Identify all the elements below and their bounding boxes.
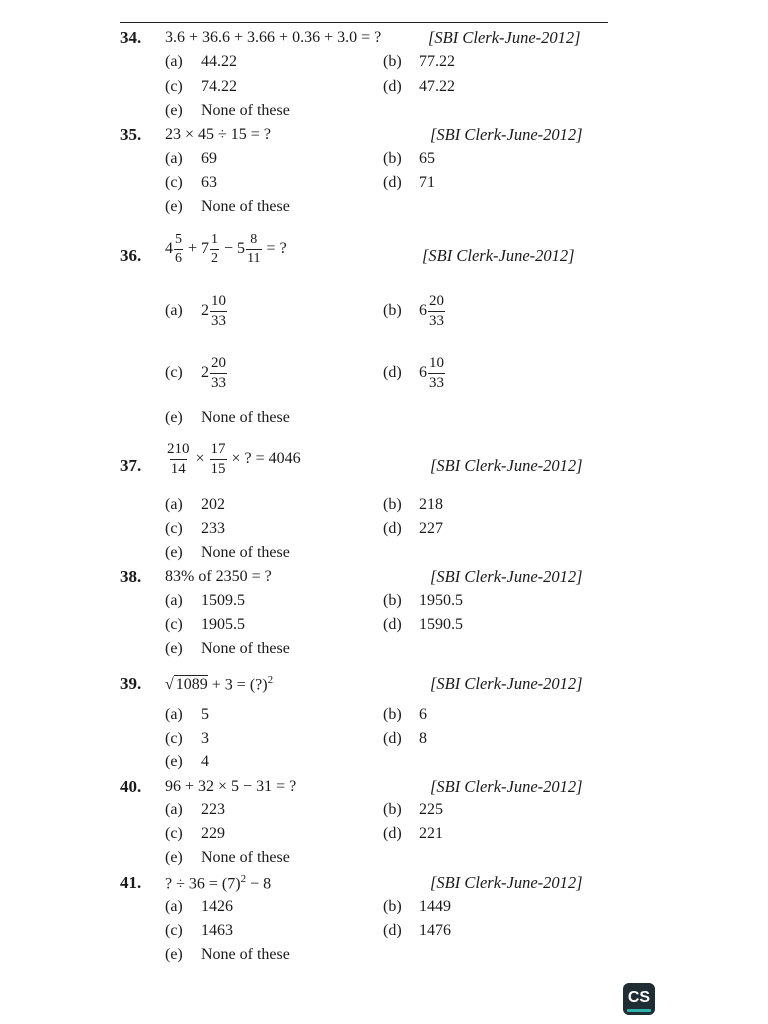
question-expression: ? ÷ $36 = (7)^2 - 8$ [165, 873, 272, 893]
option-c: (c) 229 [165, 825, 225, 842]
option-d: (d) 71 [383, 174, 435, 191]
option-b: (b) 225 [383, 801, 443, 818]
option-e: (e) None of these [165, 544, 290, 561]
option-d: (d) 8 [383, 730, 427, 747]
option-a: (a) 69 [165, 150, 217, 167]
option-d: (d) 1590.5 [383, 616, 463, 633]
option-b: (b) 1950.5 [383, 592, 463, 609]
source-tag: [SBI Clerk-June-2012] [430, 125, 583, 144]
option-d: (d) 221 [383, 825, 443, 842]
source-tag: [SBI Clerk-June-2012] [430, 674, 583, 693]
source-tag: [SBI Clerk-June-2012] [430, 567, 583, 586]
question-number: 41. [120, 873, 142, 892]
source-tag: [SBI Clerk-June-2012] [430, 777, 583, 796]
option-b: (b) 218 [383, 496, 443, 513]
question-number: 38. [120, 567, 142, 586]
top-rule [120, 22, 608, 23]
source-tag: [SBI Clerk-June-2012] [430, 456, 583, 475]
option-c: (c) 74.22 [165, 78, 237, 95]
question-text: 83% of 2350 = ? [165, 568, 272, 585]
option-a: (a) 5 [165, 706, 209, 723]
option-a: (a) 223 [165, 801, 225, 818]
option-b: (b) 6 $\frac{20}{33}$ [383, 293, 444, 329]
source-tag: [SBI Clerk-June-2012] [430, 873, 583, 892]
source-tag: [SBI Clerk-June-2012] [422, 246, 575, 265]
option-c: (c) 233 [165, 520, 225, 537]
option-b: (b) 1449 [383, 898, 451, 915]
option-d: (d) 6 $\frac{10}{33}$ [383, 355, 444, 391]
option-c: (c) 2 $\frac{20}{33}$ [165, 355, 226, 391]
option-e: (e) None of these [165, 409, 290, 426]
question-number: 40. [120, 777, 142, 796]
option-c: (c) 3 [165, 730, 209, 747]
question-number: 37. [120, 456, 142, 475]
option-d: (d) 227 [383, 520, 443, 537]
option-a: (a) 44.22 [165, 53, 237, 70]
question-text: 23 × 45 ÷ 15 = ? [165, 126, 271, 143]
option-c: (c) 63 [165, 174, 217, 191]
question-text: 96 + 32 × 5 − 31 = ? [165, 778, 297, 795]
question-expression: √ 1089 + 3 = (?)$^2$ [165, 674, 274, 694]
option-b: (b) 65 [383, 150, 435, 167]
question-number: 39. [120, 674, 142, 693]
question-expression: 4 $\frac{5}{6}$ + 7 $\frac{1}{2}$ − 5 $\frac{8}{11}$ = ? [165, 232, 287, 266]
option-a: (a) 1509.5 [165, 592, 245, 609]
option-a: (a) 1426 [165, 898, 233, 915]
question-number: 36. [120, 246, 142, 265]
option-d: (d) 47.22 [383, 78, 455, 95]
option-d: (d) 1476 [383, 922, 451, 939]
question-text: 3.6 + 36.6 + 3.66 + 0.36 + 3.0 = ? [165, 29, 382, 46]
source-tag: [SBI Clerk-June-2012] [428, 28, 581, 47]
option-c: (c) 1463 [165, 922, 233, 939]
option-e: (e) None of these [165, 640, 290, 657]
option-b: (b) 77.22 [383, 53, 455, 70]
question-number: 34. [120, 28, 142, 47]
option-e: (e) 4 [165, 753, 209, 770]
option-a: (a) 202 [165, 496, 225, 513]
option-e: (e) None of these [165, 849, 290, 866]
option-e: (e) None of these [165, 946, 290, 963]
option-b: (b) 6 [383, 706, 427, 723]
option-a: (a) 2 $\frac{10}{33}$ [165, 293, 226, 329]
option-e: (e) None of these [165, 198, 290, 215]
camscanner-logo: CS [623, 983, 655, 1015]
question-number: 35. [120, 125, 142, 144]
option-c: (c) 1905.5 [165, 616, 245, 633]
option-e: (e) None of these [165, 102, 290, 119]
question-expression: $\frac{210}{14}$ × $\frac{17}{15}$ × ? = 4046 [167, 441, 301, 477]
